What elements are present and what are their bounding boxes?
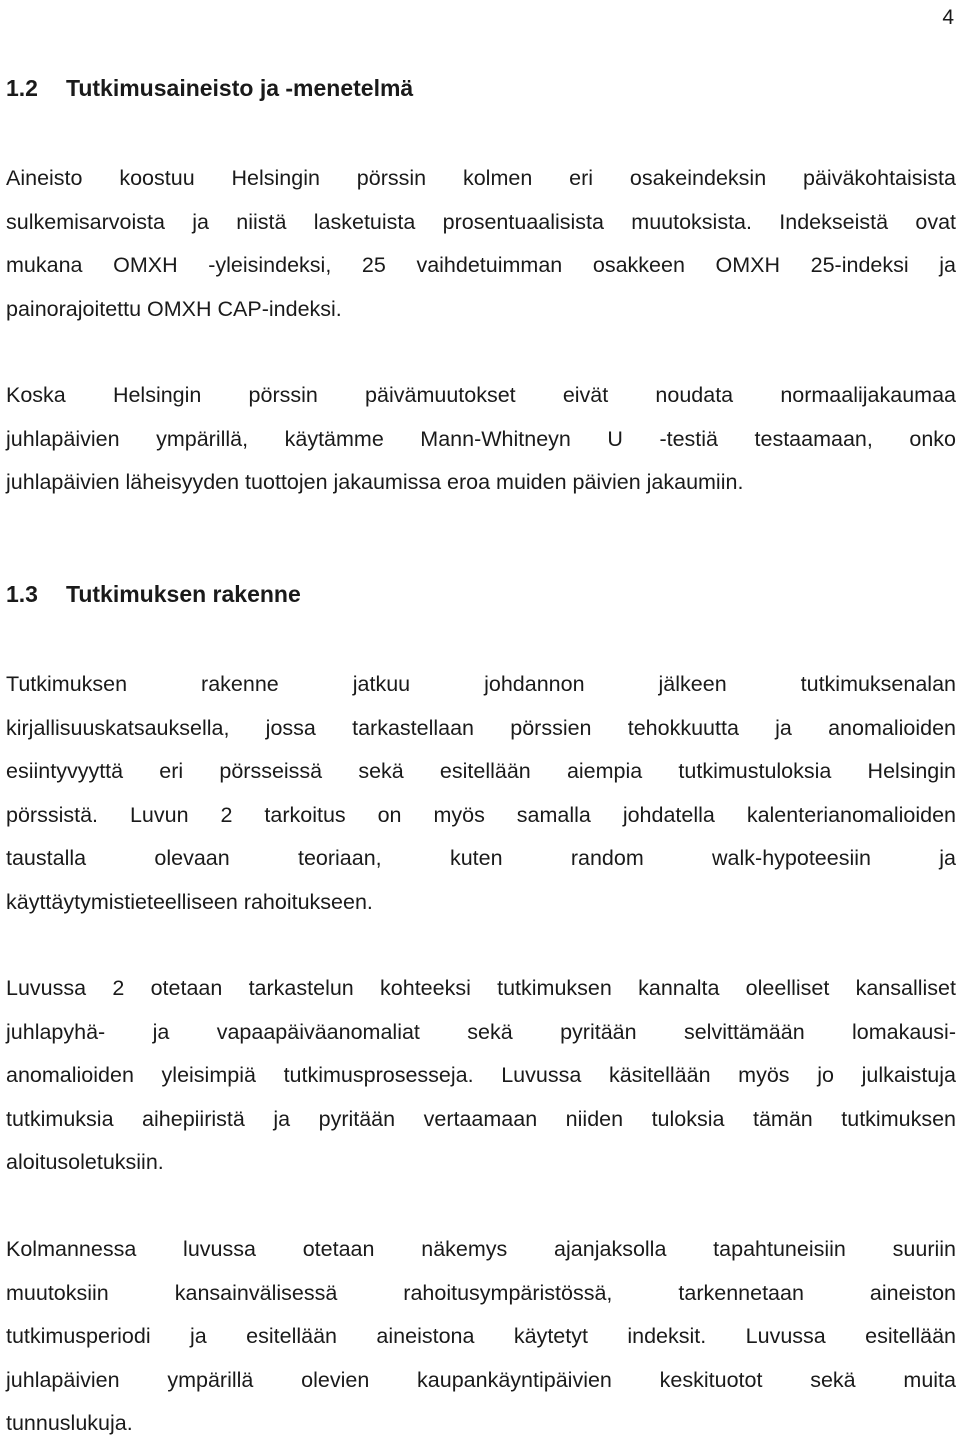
text-line: Luvussa 2 otetaan tarkastelun kohteeksi tutkimuksen kannalta oleelliset kansalliset: [6, 976, 956, 1000]
text-line: taustalla olevaan teoriaan, kuten random walk-hypoteesiin ja: [6, 846, 956, 871]
text-line: Koska Helsingin pörssin päivämuutokset eivät noudata normaalijakaumaa: [6, 383, 956, 407]
section-number: 1.3: [6, 581, 38, 607]
page-number: 4: [942, 6, 954, 29]
paragraph: [6, 1228, 956, 1446]
text-line: käyttäytymistieteelliseen rahoitukseen.: [6, 889, 373, 914]
text-line: mukana OMXH -yleisindeksi, 25 vaihdetuimman osakkeen OMXH 25-indeksi ja: [6, 253, 956, 278]
text-line: anomalioiden yleisimpiä tutkimusprosesseja. Luvussa käsitellään myös jo julkaistuja: [6, 1063, 956, 1088]
section-number: 1.2: [6, 75, 38, 101]
text-line: sulkemisarvoista ja niistä lasketuista prosentuaalisista muutoksista. Indekseistä ovat: [6, 209, 956, 234]
text-line: painorajoitettu OMXH CAP-indeksi.: [6, 296, 342, 321]
section-heading-1-3: [6, 578, 301, 610]
section-title: Tutkimuksen rakenne: [66, 581, 301, 607]
section-title: Tutkimusaineisto ja -menetelmä: [66, 75, 414, 101]
text-line: kirjallisuuskatsauksella, jossa tarkastellaan pörssien tehokkuutta ja anomalioiden: [6, 715, 956, 740]
paragraph: [6, 374, 956, 505]
paragraph: [6, 157, 956, 331]
text-line: juhlapäivien ympärillä, käytämme Mann-Whitneyn U -testiä testaamaan, onko: [6, 426, 956, 451]
text-line: aloitusoletuksiin.: [6, 1150, 164, 1175]
text-line: muutoksiin kansainvälisessä rahoitusympäristössä, tarkennetaan aineiston: [6, 1280, 956, 1305]
text-line: pörssistä. Luvun 2 tarkoitus on myös samalla johdatella kalenterianomalioiden: [6, 802, 956, 827]
text-line: juhlapyhä- ja vapaapäiväanomaliat sekä pyritään selvittämään lomakausi-: [6, 1019, 956, 1044]
text-line: Tutkimuksen rakenne jatkuu johdannon jälkeen tutkimuksenalan: [6, 672, 956, 696]
text-line: Aineisto koostuu Helsingin pörssin kolmen eri osakeindeksin päiväkohtaisista: [6, 166, 956, 190]
text-line: juhlapäivien ympärillä olevien kaupankäyntipäivien keskituotot sekä muita: [6, 1367, 956, 1392]
text-line: tutkimuksia aihepiiristä ja pyritään vertaamaan niiden tuloksia tämän tutkimuksen: [6, 1106, 956, 1131]
paragraph: [6, 967, 956, 1185]
text-line: juhlapäivien läheisyyden tuottojen jakaumissa eroa muiden päivien jakaumiin.: [6, 470, 744, 495]
section-heading-1-2: [6, 72, 413, 104]
text-line: tutkimusperiodi ja esitellään aineistona käytetyt indeksit. Luvussa esitellään: [6, 1324, 956, 1349]
text-line: Kolmannessa luvussa otetaan näkemys ajanjaksolla tapahtuneisiin suuriin: [6, 1237, 956, 1261]
text-line: tunnuslukuja.: [6, 1411, 133, 1436]
paragraph: [6, 663, 956, 925]
text-line: esiintyvyyttä eri pörsseissä sekä esitellään aiempia tutkimustuloksia Helsingin: [6, 759, 956, 784]
